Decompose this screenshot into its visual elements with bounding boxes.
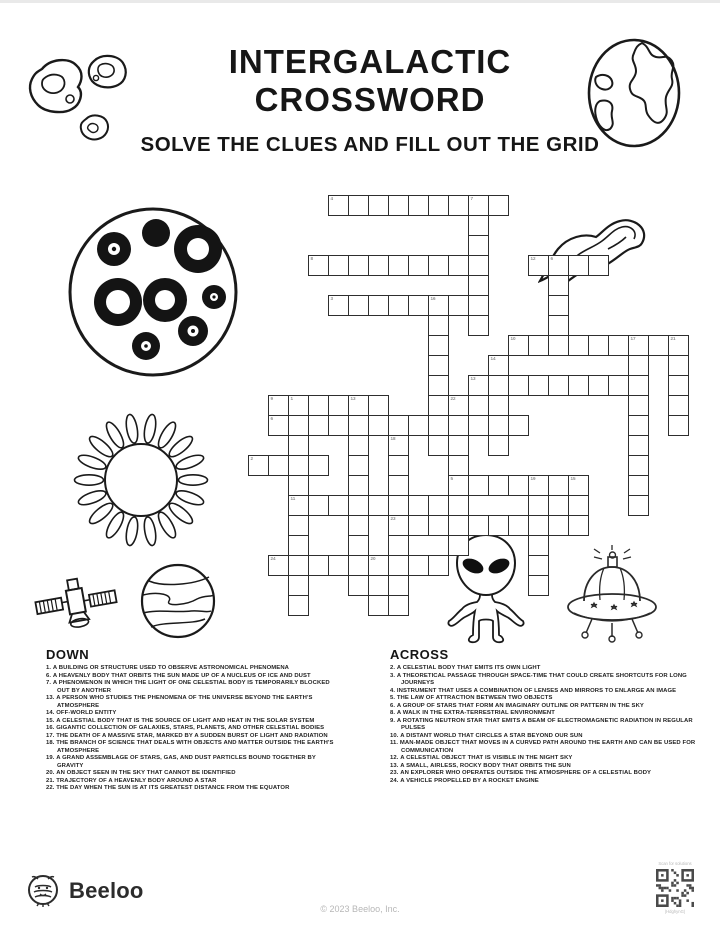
crossword-cell[interactable] bbox=[468, 375, 489, 396]
crossword-cell[interactable] bbox=[488, 435, 509, 456]
crossword-cell[interactable] bbox=[548, 475, 569, 496]
clue-number: 23 bbox=[390, 516, 396, 521]
crossword-cell[interactable] bbox=[528, 495, 549, 516]
crossword-cell[interactable] bbox=[568, 255, 589, 276]
clue-number: 11 bbox=[290, 496, 296, 501]
crossword-cell[interactable] bbox=[328, 295, 349, 316]
clue-item: 1. A BUILDING OR STRUCTURE USED TO OBSERVE ASTRONOMICAL PHENOMENA bbox=[46, 665, 290, 671]
crossword-cell[interactable] bbox=[448, 415, 469, 436]
crossword-cell[interactable] bbox=[428, 255, 449, 276]
crossword-cell[interactable] bbox=[288, 475, 309, 496]
crossword-cell[interactable] bbox=[588, 255, 609, 276]
crossword-cell[interactable] bbox=[668, 335, 689, 356]
crossword-cell[interactable] bbox=[368, 195, 389, 216]
crossword-cell[interactable] bbox=[368, 395, 389, 416]
clue-number: 3 bbox=[330, 296, 334, 301]
crossword-cell[interactable] bbox=[428, 415, 449, 436]
crossword-cell[interactable] bbox=[448, 515, 469, 536]
crossword-cell[interactable] bbox=[668, 395, 689, 416]
crossword-cell[interactable] bbox=[328, 255, 349, 276]
crossword-cell[interactable] bbox=[428, 495, 449, 516]
crossword-cell[interactable] bbox=[288, 575, 309, 596]
crossword-cell[interactable] bbox=[348, 495, 369, 516]
crossword-cell[interactable] bbox=[348, 475, 369, 496]
clue-item: 6. A GROUP OF STARS THAT FORM AN IMAGINARY OUTLINE OR PATTERN IN THE SKY bbox=[390, 702, 644, 709]
crossword-cell[interactable] bbox=[268, 555, 289, 576]
crossword-cell[interactable] bbox=[628, 375, 649, 396]
crossword-cell[interactable] bbox=[288, 415, 309, 436]
clue-item: 21. TRAJECTORY OF A HEAVENLY BODY AROUND A STAR bbox=[46, 777, 217, 784]
crossword-cell[interactable] bbox=[328, 395, 349, 416]
clue-number: 20 bbox=[370, 556, 376, 561]
clue-item: 13. A PERSON WHO STUDIES THE PHENOMENA OF THE UNIVERSE BEYOND THE EARTH'S ATMOSPHERE bbox=[46, 695, 313, 709]
qr-block bbox=[653, 861, 697, 915]
clue-item: 3. A THEORETICAL PASSAGE THROUGH SPACE-TIME THAT COULD CREATE SHORTCUTS FOR LONG JOURNEYS bbox=[390, 672, 687, 686]
crossword-cell[interactable] bbox=[548, 275, 569, 296]
clue-number: 6 bbox=[270, 416, 274, 421]
crossword-cell[interactable] bbox=[448, 535, 469, 556]
crossword-cell[interactable] bbox=[568, 495, 589, 516]
crossword-cell[interactable] bbox=[288, 535, 309, 556]
crossword-cell[interactable] bbox=[408, 415, 429, 436]
crossword-cell[interactable] bbox=[428, 335, 449, 356]
crossword-cell[interactable] bbox=[488, 475, 509, 496]
crossword-cell[interactable] bbox=[268, 455, 289, 476]
planet-icon bbox=[139, 561, 217, 641]
clue-item: 15. A CELESTIAL BODY THAT IS THE SOURCE OF LIGHT AND HEAT IN THE SOLAR SYSTEM bbox=[46, 717, 315, 724]
crossword-cell[interactable] bbox=[508, 415, 529, 436]
crossword-cell[interactable] bbox=[368, 595, 389, 616]
crossword-cell[interactable] bbox=[388, 515, 409, 536]
clue-number: 16 bbox=[430, 296, 436, 301]
clue-number: 4 bbox=[330, 196, 334, 201]
crossword-cell[interactable] bbox=[588, 375, 609, 396]
crossword-cell[interactable] bbox=[468, 415, 489, 436]
crossword-cell[interactable] bbox=[448, 295, 469, 316]
crossword-cell[interactable] bbox=[308, 555, 329, 576]
page-title: INTERGALACTIC CROSSWORD bbox=[228, 43, 512, 118]
clue-item: 13. A SMALL, AIRLESS, ROCKY BODY THAT ORBITS THE SUN bbox=[390, 762, 571, 769]
qr-code-label: (HdghynG) bbox=[664, 909, 686, 914]
moon-icon bbox=[66, 205, 240, 379]
crossword-cell[interactable] bbox=[388, 435, 409, 456]
crossword-cell[interactable] bbox=[348, 435, 369, 456]
crossword-cell[interactable] bbox=[568, 475, 589, 496]
crossword-cell[interactable] bbox=[648, 335, 669, 356]
crossword-cell[interactable] bbox=[528, 555, 549, 576]
clue-number: 6 bbox=[550, 256, 554, 261]
crossword-cell[interactable] bbox=[428, 375, 449, 396]
crossword-cell[interactable] bbox=[268, 395, 289, 416]
crossword-cell[interactable] bbox=[368, 415, 389, 436]
clue-item: 6. A HEAVENLY BODY THAT ORBITS THE SUN MADE UP OF A NUCLEUS OF ICE AND DUST bbox=[46, 672, 311, 679]
crossword-cell[interactable] bbox=[288, 515, 309, 536]
crossword-cell[interactable] bbox=[308, 415, 329, 436]
crossword-cell[interactable] bbox=[348, 535, 369, 556]
crossword-cell[interactable] bbox=[608, 335, 629, 356]
crossword-cell[interactable] bbox=[388, 575, 409, 596]
down-heading: DOWN bbox=[46, 647, 90, 662]
crossword-cell[interactable] bbox=[428, 295, 449, 316]
crossword-cell[interactable] bbox=[428, 355, 449, 376]
clue-number: 9 bbox=[270, 396, 274, 401]
crossword-cell[interactable] bbox=[508, 375, 529, 396]
crossword-cell[interactable] bbox=[388, 595, 409, 616]
crossword-cell[interactable] bbox=[328, 415, 349, 436]
crossword-cell[interactable] bbox=[408, 195, 429, 216]
clue-number: 24 bbox=[270, 556, 276, 561]
crossword-cell[interactable] bbox=[468, 515, 489, 536]
crossword-cell[interactable] bbox=[368, 555, 389, 576]
across-heading: ACROSS bbox=[390, 647, 449, 662]
crossword-cell[interactable] bbox=[348, 575, 369, 596]
crossword-cell[interactable] bbox=[448, 455, 469, 476]
crossword-cell[interactable] bbox=[428, 395, 449, 416]
clue-number: 1 bbox=[290, 396, 294, 401]
crossword-cell[interactable] bbox=[468, 315, 489, 336]
crossword-cell[interactable] bbox=[588, 335, 609, 356]
crossword-cell[interactable] bbox=[308, 495, 329, 516]
crossword-cell[interactable] bbox=[428, 315, 449, 336]
clue-item: 22. THE DAY WHEN THE SUN IS AT ITS GREATEST DISTANCE FROM THE EQUATOR bbox=[46, 785, 290, 791]
crossword-cell[interactable] bbox=[368, 295, 389, 316]
qr-caption: Scan for solutions bbox=[658, 861, 692, 866]
crossword-cell[interactable] bbox=[488, 395, 509, 416]
crossword-cell[interactable] bbox=[348, 295, 369, 316]
crossword-cell[interactable] bbox=[348, 555, 369, 576]
clue-item: 20. AN OBJECT SEEN IN THE SKY THAT CANNOT BE IDENTIFIED bbox=[46, 770, 236, 776]
crossword-cell[interactable] bbox=[628, 475, 649, 496]
crossword-cell[interactable] bbox=[488, 195, 509, 216]
crossword-cell[interactable] bbox=[408, 295, 429, 316]
crossword-cell[interactable] bbox=[608, 375, 629, 396]
brand-name: Beeloo bbox=[69, 878, 144, 903]
clue-number: 2 bbox=[250, 456, 254, 461]
crossword-cell[interactable] bbox=[568, 515, 589, 536]
crossword-cell[interactable] bbox=[628, 335, 649, 356]
clue-item: 18. THE BRANCH OF SCIENCE THAT DEALS WITH OBJECTS AND MATTER OUTSIDE THE EARTH'S ATMOSPHERE bbox=[46, 740, 334, 754]
crossword-cell[interactable] bbox=[548, 515, 569, 536]
crossword-cell[interactable] bbox=[268, 415, 289, 436]
crossword-cell[interactable] bbox=[288, 395, 309, 416]
crossword-cell[interactable] bbox=[288, 495, 309, 516]
crossword-cell[interactable] bbox=[628, 395, 649, 416]
clue-item: 16. GIGANTIC COLLECTION OF GALAXIES, STARS, PLANETS, AND OTHER CELESTIAL BODIES bbox=[46, 725, 325, 731]
clue-number: 21 bbox=[670, 336, 676, 341]
crossword-cell[interactable] bbox=[348, 395, 369, 416]
clue-item: 23. AN EXPLORER WHO OPERATES OUTSIDE THE ATMOSPHERE OF A CELESTIAL BODY bbox=[390, 770, 652, 776]
crossword-cell[interactable] bbox=[328, 555, 349, 576]
satellite-icon bbox=[32, 569, 122, 635]
clue-item: 7. A PHENOMENON IN WHICH THE LIGHT OF ONE CELESTIAL BODY IS TEMPORARILY BLOCKED OUT BY ANOTHER bbox=[46, 680, 330, 694]
clue-number: 22 bbox=[450, 396, 456, 401]
sun-icon bbox=[72, 411, 210, 549]
clue-item: 5. THE LAW OF ATTRACTION BETWEEN TWO OBJECTS bbox=[390, 695, 553, 701]
clue-item: 17. THE DEATH OF A MASSIVE STAR, MARKED BY A SUDDEN BURST OF LIGHT AND RADIATION bbox=[46, 732, 328, 739]
crossword-cell[interactable] bbox=[428, 555, 449, 576]
crossword-cell[interactable] bbox=[328, 495, 349, 516]
crossword-cell[interactable] bbox=[448, 435, 469, 456]
clue-number: 14 bbox=[490, 356, 496, 361]
page-subtitle: SOLVE THE CLUES AND FILL OUT THE GRID bbox=[140, 133, 600, 156]
clue-number: 13 bbox=[470, 376, 476, 381]
clue-number: 15 bbox=[570, 476, 576, 481]
crossword-cell[interactable] bbox=[448, 195, 469, 216]
clue-item: 14. OFF-WORLD ENTITY bbox=[46, 710, 117, 716]
crossword-cell[interactable] bbox=[528, 475, 549, 496]
crossword-cell[interactable] bbox=[628, 435, 649, 456]
across-clue-list bbox=[390, 665, 704, 785]
clue-item: 9. A ROTATING NEUTRON STAR THAT EMITS A BEAM OF ELECTROMAGNETIC RADIATION IN REGULAR PULSES bbox=[390, 717, 693, 731]
crossword-cell[interactable] bbox=[528, 575, 549, 596]
crossword-cell[interactable] bbox=[548, 315, 569, 336]
across-clues-section bbox=[390, 647, 704, 785]
crossword-cell[interactable] bbox=[388, 295, 409, 316]
crossword-cell[interactable] bbox=[508, 335, 529, 356]
crossword-cell[interactable] bbox=[348, 195, 369, 216]
crossword-cell[interactable] bbox=[348, 255, 369, 276]
clue-item: 10. A DISTANT WORLD THAT CIRCLES A STAR BEYOND OUR SUN bbox=[390, 732, 583, 739]
crossword-cell[interactable] bbox=[468, 475, 489, 496]
crossword-cell[interactable] bbox=[628, 355, 649, 376]
crossword-cell[interactable] bbox=[248, 455, 269, 476]
crossword-cell[interactable] bbox=[468, 275, 489, 296]
crossword-cell[interactable] bbox=[288, 555, 309, 576]
crossword-cell[interactable] bbox=[488, 415, 509, 436]
crossword-cell[interactable] bbox=[488, 355, 509, 376]
crossword-cell[interactable] bbox=[468, 255, 489, 276]
clue-item: 24. A VEHICLE PROPELLED BY A ROCKET ENGINE bbox=[390, 777, 539, 784]
crossword-cell[interactable] bbox=[388, 535, 409, 556]
crossword-cell[interactable] bbox=[528, 375, 549, 396]
crossword-cell[interactable] bbox=[488, 375, 509, 396]
crossword-cell[interactable] bbox=[388, 415, 409, 436]
crossword-cell[interactable] bbox=[468, 215, 489, 236]
clue-number: 18 bbox=[390, 436, 396, 441]
crossword-cell[interactable] bbox=[528, 515, 549, 536]
crossword-cell[interactable] bbox=[448, 255, 469, 276]
crossword-cell[interactable] bbox=[548, 375, 569, 396]
crossword-cell[interactable] bbox=[548, 295, 569, 316]
crossword-cell[interactable] bbox=[448, 475, 469, 496]
crossword-cell[interactable] bbox=[628, 415, 649, 436]
clue-number: 7 bbox=[470, 196, 474, 201]
clue-item: 4. INSTRUMENT THAT USES A COMBINATION OF LENSES AND MIRRORS TO ENLARGE AN IMAGE bbox=[390, 687, 677, 694]
crossword-cell[interactable] bbox=[548, 335, 569, 356]
down-clue-list bbox=[46, 665, 342, 793]
clue-item: 12. A CELESTIAL OBJECT THAT IS VISIBLE IN THE NIGHT SKY bbox=[390, 755, 573, 761]
crossword-cell[interactable] bbox=[468, 295, 489, 316]
crossword-cell[interactable] bbox=[308, 255, 329, 276]
crossword-cell[interactable] bbox=[388, 195, 409, 216]
crossword-cell[interactable] bbox=[408, 555, 429, 576]
crossword-cell[interactable] bbox=[368, 575, 389, 596]
crossword-cell[interactable] bbox=[388, 495, 409, 516]
clue-item: 11. MAN-MADE OBJECT THAT MOVES IN A CURVED PATH AROUND THE EARTH AND CAN BE USED FOR COMMUNICATION bbox=[390, 740, 696, 754]
crossword-cell[interactable] bbox=[448, 495, 469, 516]
crossword-cell[interactable] bbox=[428, 515, 449, 536]
crossword-cell[interactable] bbox=[428, 195, 449, 216]
crossword-cell[interactable] bbox=[668, 375, 689, 396]
crossword-cell[interactable] bbox=[288, 455, 309, 476]
clue-number: 17 bbox=[630, 336, 636, 341]
crossword-cell[interactable] bbox=[528, 255, 549, 276]
crossword-cell[interactable] bbox=[548, 255, 569, 276]
clue-number: 12 bbox=[530, 256, 536, 261]
down-clues-section bbox=[46, 647, 342, 793]
clue-number: 8 bbox=[310, 256, 314, 261]
crossword-cell[interactable] bbox=[368, 495, 389, 516]
crossword-cell[interactable] bbox=[308, 395, 329, 416]
crossword-cell[interactable] bbox=[468, 195, 489, 216]
crossword-cell[interactable] bbox=[628, 495, 649, 516]
crossword-cell[interactable] bbox=[568, 335, 589, 356]
crossword-cell[interactable] bbox=[428, 435, 449, 456]
crossword-cell[interactable] bbox=[408, 495, 429, 516]
crossword-cell[interactable] bbox=[668, 355, 689, 376]
clue-item: 8. A WALK IN THE EXTRA-TERRESTRIAL ENVIRONMENT bbox=[390, 710, 555, 716]
clue-number: 19 bbox=[530, 476, 536, 481]
clue-item: 2. A CELESTIAL BODY THAT EMITS ITS OWN LIGHT bbox=[390, 665, 541, 671]
page-header bbox=[110, 43, 630, 157]
ufo-icon bbox=[564, 545, 660, 645]
crossword-cell[interactable] bbox=[388, 255, 409, 276]
crossword-cell[interactable] bbox=[368, 255, 389, 276]
earth-icon bbox=[586, 37, 682, 149]
crossword-cell[interactable] bbox=[388, 455, 409, 476]
crossword-cell[interactable] bbox=[408, 255, 429, 276]
clue-item: 19. A GRAND ASSEMBLAGE OF STARS, GAS, AND DUST PARTICLES BOUND TOGETHER BY GRAVITY bbox=[46, 755, 316, 769]
crossword-cell[interactable] bbox=[488, 515, 509, 536]
crossword-cell[interactable] bbox=[308, 455, 329, 476]
crossword-cell[interactable] bbox=[348, 415, 369, 436]
crossword-cell[interactable] bbox=[448, 395, 469, 416]
crossword-cell[interactable] bbox=[288, 435, 309, 456]
crossword-cell[interactable] bbox=[328, 195, 349, 216]
crossword-cell[interactable] bbox=[348, 515, 369, 536]
clue-number: 5 bbox=[450, 476, 454, 481]
qr-code bbox=[656, 869, 694, 907]
crossword-cell[interactable] bbox=[668, 415, 689, 436]
crossword-cell[interactable] bbox=[388, 475, 409, 496]
clue-number: 10 bbox=[510, 336, 516, 341]
crossword-cell[interactable] bbox=[528, 335, 549, 356]
crossword-cell[interactable] bbox=[528, 535, 549, 556]
crossword-cell[interactable] bbox=[288, 595, 309, 616]
crossword-cell[interactable] bbox=[388, 555, 409, 576]
crossword-cell[interactable] bbox=[468, 235, 489, 256]
crossword-cell[interactable] bbox=[348, 455, 369, 476]
crossword-cell[interactable] bbox=[568, 375, 589, 396]
asteroids-icon bbox=[26, 47, 134, 147]
crossword-cell[interactable] bbox=[508, 515, 529, 536]
crossword-cell[interactable] bbox=[408, 515, 429, 536]
crossword-cell[interactable] bbox=[508, 475, 529, 496]
clue-number: 13 bbox=[350, 396, 356, 401]
crossword-cell[interactable] bbox=[628, 455, 649, 476]
copyright-text: © 2023 Beeloo, Inc. bbox=[320, 904, 400, 914]
